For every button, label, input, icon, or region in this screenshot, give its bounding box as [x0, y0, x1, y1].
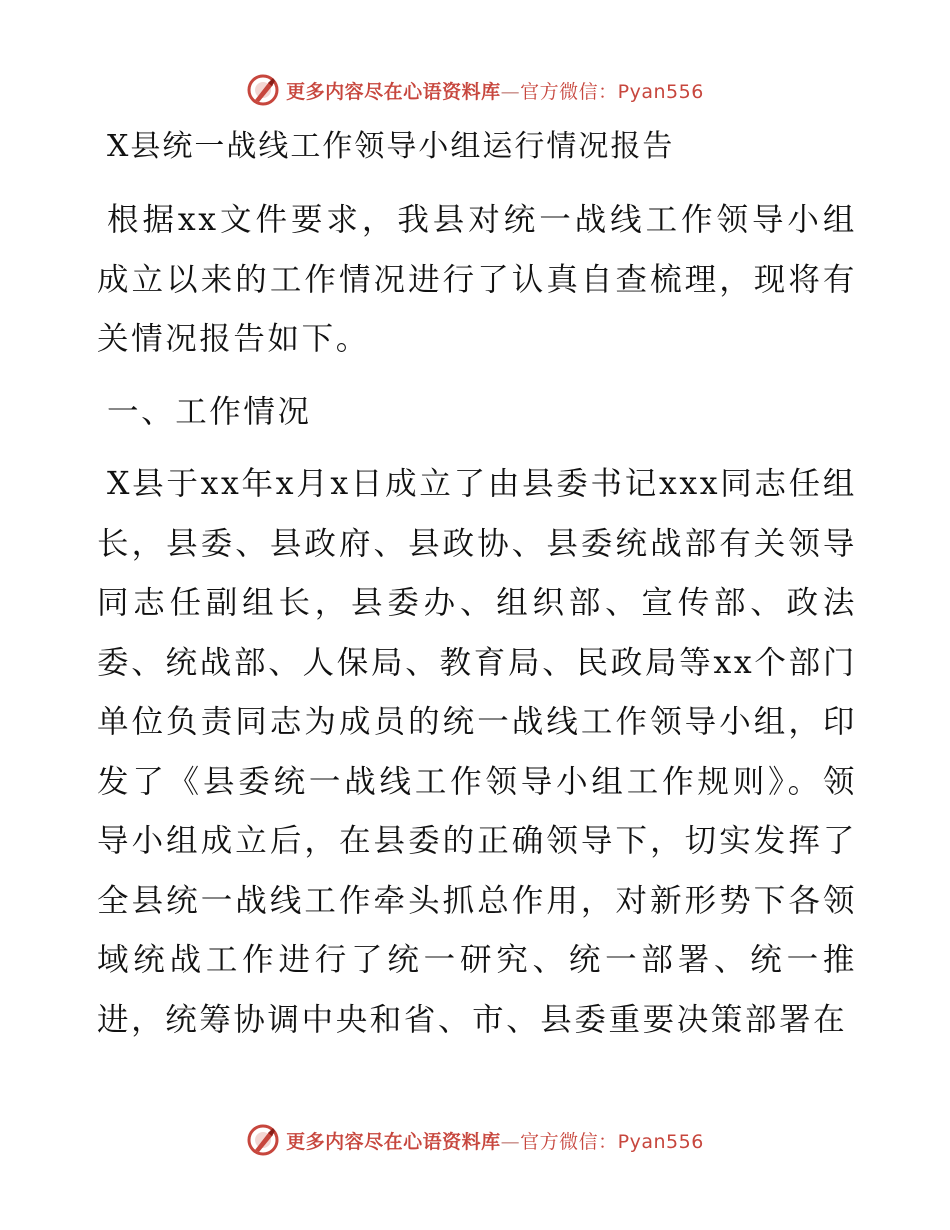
- pen-nib-circle-icon: [246, 1123, 280, 1157]
- watermark-brand: 更多内容尽在心语资料库: [286, 80, 501, 103]
- pen-nib-circle-icon: [246, 73, 280, 107]
- intro-paragraph: 根据xx文件要求，我县对统一战线工作领导小组成立以来的工作情况进行了认真自查梳理，现将有关情况报告如下。: [97, 202, 857, 357]
- watermark-separator: —: [500, 80, 521, 103]
- body-paragraph: X县于xx年x月x日成立了由县委书记xxx同志任组长，县委、县政府、县政协、县委统战部有关领导同志任副组长，县委办、组织部、宣传部、政法委、统战部、人保局、教育局、民政局等xx个部门单位负责同志为成员的统一战线工作领导小组，印发了《县委统一战线工作领导小组工作规则》。领导小组成立后，在县委的正确领导下，切实发挥了全县统一战线工作牵头抓总作用，对新形势下各领域统战工作进行了统一研究、统一部署、统一推进，统筹协调中央和省、市、县委重要决策部署在: [97, 466, 857, 1038]
- watermark-separator: —: [500, 1130, 521, 1153]
- watermark-banner-top: [0, 70, 950, 110]
- watermark-banner-bottom: [0, 1120, 950, 1160]
- document-body: [97, 118, 857, 1050]
- watermark-contact: 官方微信：Pyan556: [520, 80, 704, 103]
- watermark-text: [286, 1127, 704, 1154]
- watermark-brand: 更多内容尽在心语资料库: [286, 1130, 501, 1153]
- section-heading: 一、工作情况: [107, 393, 312, 430]
- watermark-text: [286, 77, 704, 104]
- document-title: X县统一战线工作领导小组运行情况报告: [107, 129, 675, 164]
- watermark-contact: 官方微信：Pyan556: [520, 1130, 704, 1153]
